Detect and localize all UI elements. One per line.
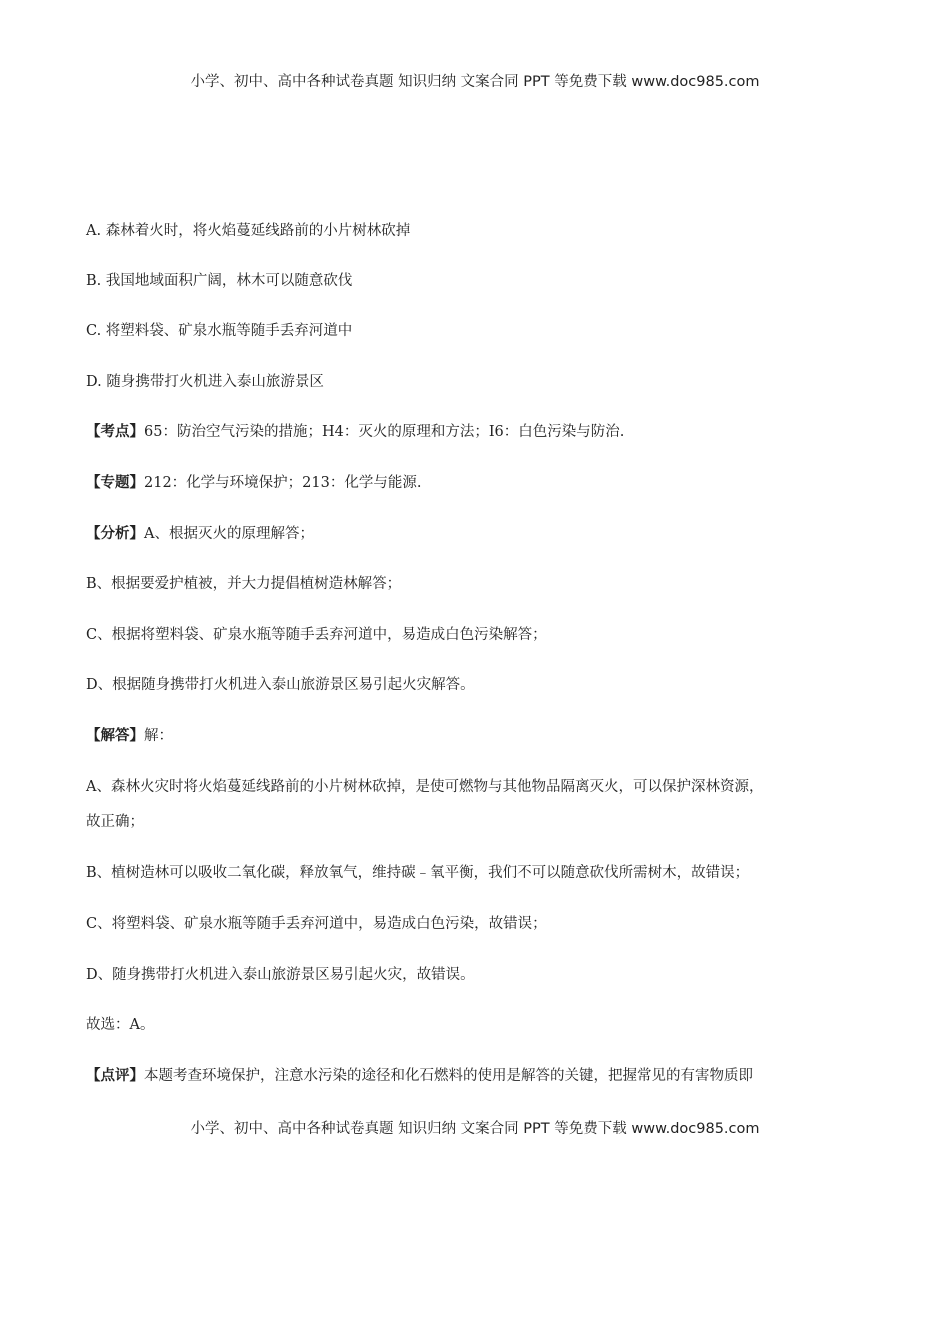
option-a: A. 森林着火时，将火焰蔓延线路前的小片树林砍掉	[86, 223, 411, 239]
fenxi-b: B、根据要爱护植被，并大力提倡植树造林解答；	[86, 576, 402, 592]
fenxi-c: C、根据将塑料袋、矿泉水瓶等随手丢弃河道中，易造成白色污染解答；	[86, 627, 547, 643]
kaodian-section	[86, 422, 624, 442]
jieda-label: 【解答】	[86, 727, 144, 744]
jieda-text: 解：	[144, 728, 173, 744]
jieda-c: C、将塑料袋、矿泉水瓶等随手丢弃河道中，易造成白色污染，故错误；	[86, 916, 547, 932]
jieda-a-line1: A、森林火灾时将火焰蔓延线路前的小片树林砍掉，是使可燃物与其他物品隔离灭火，可以保护深林资源，	[86, 779, 764, 795]
page-footer: 小学、初中、高中各种试卷真题 知识归纳 文案合同 PPT 等免费下载 www.doc985.com	[190, 1121, 760, 1137]
jieda-answer: 故选：A。	[86, 1017, 155, 1033]
kaodian-text: 65：防治空气污染的措施；H4：灭火的原理和方法；I6：白色污染与防治.	[144, 424, 625, 440]
option-c: C. 将塑料袋、矿泉水瓶等随手丢弃河道中	[86, 323, 353, 339]
zhuanti-section	[86, 473, 421, 493]
dianping-label: 【点评】	[86, 1067, 144, 1084]
fenxi-d: D、根据随身携带打火机进入泰山旅游景区易引起火灾解答。	[86, 677, 475, 693]
option-d: D. 随身携带打火机进入泰山旅游景区	[86, 374, 324, 390]
zhuanti-label: 【专题】	[86, 474, 144, 491]
jieda-a-line2: 故正确；	[86, 814, 144, 830]
dianping-text: 本题考查环境保护，注意水污染的途径和化石燃料的使用是解答的关键，把握常见的有害物质即	[144, 1068, 753, 1084]
jieda-section	[86, 726, 173, 746]
jieda-b: B、植树造林可以吸收二氧化碳，释放氧气，维持碳﹣氧平衡，我们不可以随意砍伐所需树木，故错误；	[86, 865, 750, 881]
zhuanti-text: 212：化学与环境保护；213：化学与能源.	[144, 475, 422, 491]
kaodian-label: 【考点】	[86, 423, 144, 440]
option-b: B. 我国地域面积广阔，林木可以随意砍伐	[86, 273, 353, 289]
jieda-d: D、随身携带打火机进入泰山旅游景区易引起火灾，故错误。	[86, 967, 475, 983]
fenxi-text: A、根据灭火的原理解答；	[144, 526, 314, 542]
fenxi-section	[86, 524, 314, 544]
fenxi-label: 【分析】	[86, 525, 144, 542]
page-header: 小学、初中、高中各种试卷真题 知识归纳 文案合同 PPT 等免费下载 www.doc985.com	[190, 74, 760, 90]
dianping-section	[86, 1066, 753, 1086]
